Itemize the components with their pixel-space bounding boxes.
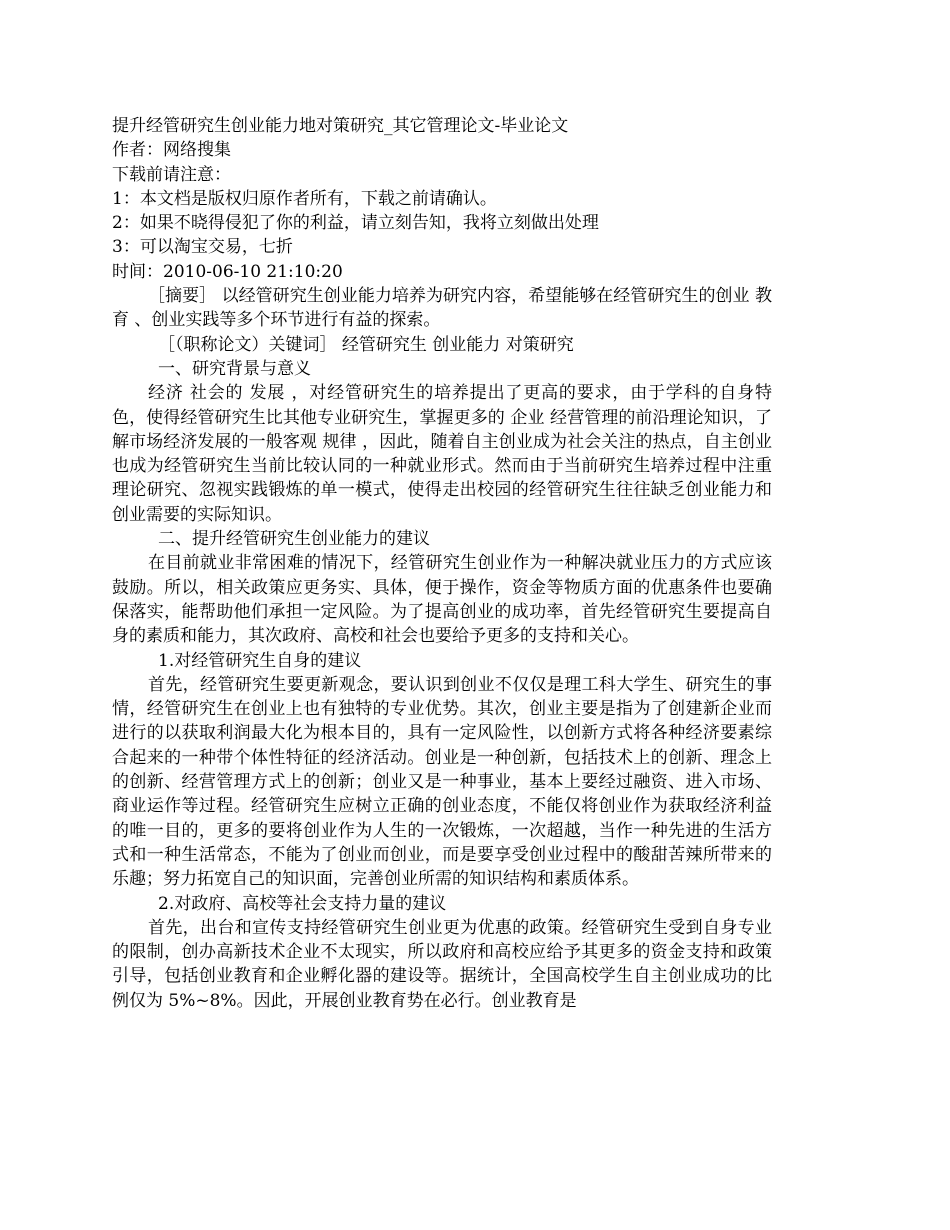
subsection-1-heading: 1.对经管研究生自身的建议 <box>158 650 362 671</box>
author-line: 作者：网络搜集 <box>112 140 231 161</box>
section-2-paragraph: 在目前就业非常困难的情况下，经管研究生创业作为一种解决就业压力的方式应该鼓励。所以，相关政策应更务实、具体，便于操作，资金等物质方面的优惠条件也要确保落实，能帮助他们承担一定风险。为了提高创业的成功率，首先经管研究生要提高自身的素质和能力，其次政府、高校和社会也要给予更多的支持和关心。 <box>112 553 772 647</box>
timestamp-line: 时间：2010-06-10 21:10:20 <box>112 261 343 282</box>
section-1-heading: 一、研究背景与意义 <box>158 358 311 379</box>
abstract-paragraph: ［摘要］ 以经管研究生创业能力培养为研究内容，希望能够在经管研究生的创业 教育 、创业实践等多个环节进行有益的探索。 <box>112 286 772 331</box>
notice-heading: 下载前请注意： <box>112 164 231 185</box>
document-title: 提升经管研究生创业能力地对策研究_其它管理论文-毕业论文 <box>112 116 569 136</box>
keywords-line: ［（职称论文）关键词］ 经管研究生 创业能力 对策研究 <box>158 334 574 355</box>
notice-item-3: 3：可以淘宝交易，七折 <box>112 237 293 258</box>
subsection-1-paragraph: 首先，经管研究生要更新观念，要认识到创业不仅仅是理工科大学生、研究生的事情，经管研究生在创业上也有独特的专业优势。其次，创业主要是指为了创建新企业而进行的以获取利润最大化为根本目的，具有一定风险性，以创新方式将各种经济要素综合起来的一种带个体性特征的经济活动。创业是一种创新，包括技术上的创新、理念上的创新、经营管理方式上的创新；创业又是一种事业，基本上要经过融资、进入市场、商业运作等过程。经管研究生应树立正确的创业态度，不能仅将创业作为获取经济利益的唯一目的，更多的要将创业作为人生的一次锻炼，一次超越，当作一种先进的生活方式和一种生活常态，不能为了创业而创业，而是要享受创业过程中的酸甜苦辣所带来的乐趣；努力拓宽自己的知识面，完善创业所需的知识结构和素质体系。 <box>112 674 772 890</box>
document-page <box>112 114 772 1013</box>
section-1-paragraph: 经济 社会的 发展 ，对经管研究生的培养提出了更高的要求，由于学科的自身特色，使得经管研究生比其他专业研究生，掌握更多的 企业 经营管理的前沿理论知识，了解市场经济发展的一般客观 规律 ，因此，随着自主创业成为社会关注的热点，自主创业也成为经管研究生当前比较认同的一种就业形式。然而由于当前研究生培养过程中注重理论研究、忽视实践锻炼的单一模式，使得走出校园的经管研究生往往缺乏创业能力和创业需要的实际知识。 <box>112 383 772 525</box>
subsection-2-heading: 2.对政府、高校等社会支持力量的建议 <box>158 893 447 914</box>
subsection-2-paragraph: 首先，出台和宣传支持经管研究生创业更为优惠的政策。经管研究生受到自身专业的限制，创办高新技术企业不太现实，所以政府和高校应给予其更多的资金支持和政策引导，包括创业教育和企业孵化器的建设等。据统计，全国高校学生自主创业成功的比例仅为 5%~8%。因此，开展创业教育势在必行。创业教育是 <box>112 917 772 1011</box>
section-2-heading: 二、提升经管研究生创业能力的建议 <box>158 529 430 550</box>
notice-item-2: 2：如果不晓得侵犯了你的利益，请立刻告知，我将立刻做出处理 <box>112 213 599 234</box>
notice-item-1: 1：本文档是版权归原作者所有，下载之前请确认。 <box>112 188 497 209</box>
